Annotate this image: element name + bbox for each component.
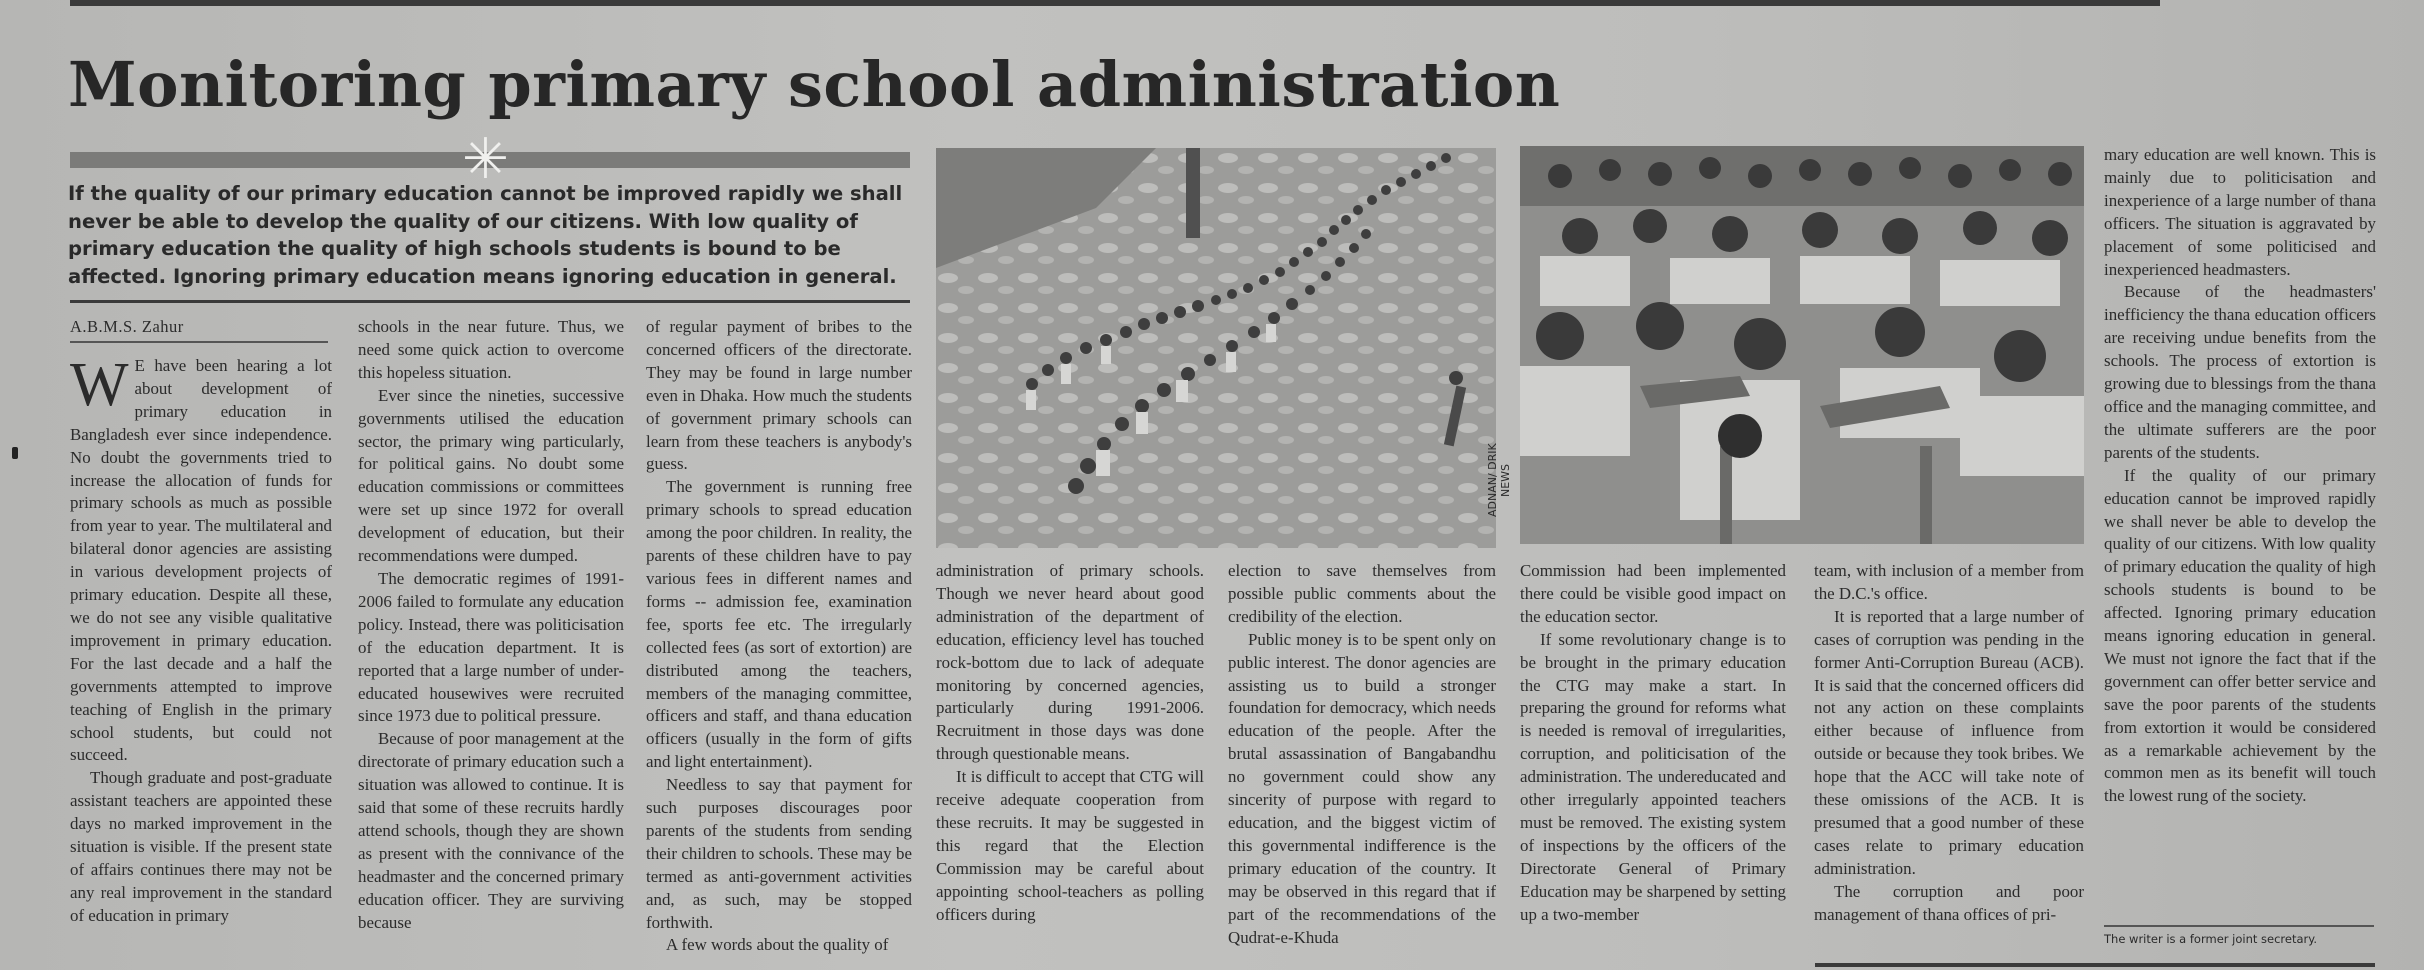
paragraph: The government is running free primary schools to spread education among the poor children. In reality, the parents of these children have to pay various fees in different names and forms -- admission fee, examination fee, sports fee etc. The irregularly collected fees (as sort of extortion) are distributed among the teachers, members of the managing committee, officers and staff, and thana education officers (usually in the form of gifts and light entertainment).: [646, 477, 912, 772]
paragraph: administration of primary schools. Though we never heard about good administration of the department of education, efficiency level has touched rock-bottom due to lack of adequate monitoring by concerned agencies, particularly during 1991-2006. Recruitment in those days was done through questionable means.: [936, 561, 1204, 764]
paragraph: schools in the near future. Thus, we need some quick action to overcome this hopeless situation.: [358, 317, 624, 382]
column-3: [646, 316, 912, 957]
headline: Monitoring primary school administration: [68, 48, 1561, 121]
top-rule: [70, 0, 2160, 6]
paragraph: Commission had been implemented there could be visible good impact on the education sector.: [1520, 561, 1786, 626]
paragraph: The corruption and poor management of thana offices of pri-: [1814, 881, 2084, 924]
column-4: [936, 560, 1204, 927]
deck-summary: If the quality of our primary education cannot be improved rapidly we shall never be able to develop the quality of our citizens. With low quality of primary education the quality of high schools students is bound to be affected. Ignoring primary education means ignoring education in general.: [68, 182, 903, 288]
byline: A.B.M.S. Zahur: [70, 317, 328, 343]
paragraph-text: E have been hearing a lot about development of primary education in Bangladesh ever since independence. No doubt the governments tried to increase the allocation of funds for primary schools as much as possible from year to year. The multilateral and bilateral donor agencies are assisting in various development projects of primary education. Despite all these, we do not see any visible qualitative improvement in primary education. For the last decade and a half the governments attempted to improve teaching of English in the primary school students, but could not succeed.: [70, 356, 332, 765]
scan-marker: [12, 447, 18, 459]
column-1: [70, 351, 332, 928]
paragraph: If some revolutionary change is to be brought in the primary education the CTG may make a start. In preparing the ground for reforms what is needed is removal of irregularities, corruption, and politicisation of the administration. The undereducated and other irregularly appointed teachers must be removed. The existing system of inspections by the officers of the Directorate General of Primary Education may be sharpened by setting up a two-member: [1520, 629, 1786, 924]
writer-note: The writer is a former joint secretary.: [2104, 932, 2318, 946]
drop-cap: W: [70, 351, 129, 419]
photo-classroom: [1520, 146, 2084, 544]
column-8: [2104, 144, 2376, 808]
paragraph: team, with inclusion of a member from the D.C.'s office.: [1814, 561, 2084, 603]
starburst-icon: ✳: [462, 129, 509, 191]
paragraph: Because of the headmasters' inefficiency the thana education officers are receiving undue benefits from the schools. The process of extortion is growing due to blessings from the thana office and the managing committee, and the ultimate sufferers are the poor parents of the students.: [2104, 282, 2376, 462]
bottom-rule: [1815, 963, 2375, 967]
writer-note-rule: [2104, 925, 2374, 927]
paragraph: of regular payment of bribes to the concerned officers of the directorate. They may be found in large number even in Dhaka. How much the students of government primary schools can learn from these teachers is anybody's guess.: [646, 317, 912, 474]
paragraph: The democratic regimes of 1991-2006 failed to formulate any education policy. Instead, there was politicisation of the education department. It is reported that a large number of under-educated housewives were recruited since 1973 due to political pressure.: [358, 568, 624, 726]
paragraph: Because of poor management at the directorate of primary education such a situation was allowed to continue. It is said that some of these recruits hardly attend schools, though they are shown as present with the connivance of the headmaster and the concerned primary education officer. They are surviving because: [358, 729, 624, 932]
column-7: [1814, 560, 2084, 927]
column-2: [358, 316, 624, 934]
paragraph: It is reported that a large number of cases of corruption was pending in the former Anti-Corruption Bureau (ACB). It is said that the concerned officers did not any action on these complaints either because of influence from outside or because they took bribes. We hope that the ACC will take note of these omissions of the ACB. It is presumed that a good number of these cases relate to primary education administration.: [1814, 606, 2084, 878]
paragraph: mary education are well known. This is mainly due to politicisation and inexperience of a large number of thana officers. The situation is aggravated by placement of some politicised and inexperienced headmasters.: [2104, 145, 2376, 279]
photo-credit: ADNAN/ DRIK NEWS: [1486, 443, 1512, 517]
photo-students-queue: [936, 148, 1496, 548]
paragraph: Needless to say that payment for such purposes discourages poor parents of the students from sending their children to schools. These may be termed as anti-government activities and, as such, may be stopped forthwith.: [646, 775, 912, 932]
paragraph: Though graduate and post-graduate assistant teachers are appointed these days no marked improvement in the situation is visible. If the present state of affairs continues there may not be any real improvement in the standard of education in primary: [70, 768, 332, 925]
paragraph: Ever since the nineties, successive governments utilised the education sector, the primary wing particularly, for political gains. No doubt some education commissions or committees were set up since 1972 for overall development of education, but their recommendations were dumped.: [358, 385, 624, 566]
column-6: [1520, 560, 1786, 927]
paragraph: If the quality of our primary education cannot be improved rapidly we shall never be able to develop the quality of our citizens. With low quality of primary education the quality of high schools students is bound to be affected. Ignoring primary education means ignoring education in general. We must not ignore the fact that if the government can offer better service and save the poor parents of the students from extortion it would be considered as a remarkable achievement by the common men as its benefit will touch the lowest rung of the society.: [2104, 465, 2376, 806]
paragraph: election to save themselves from possible public comments about the credibility of the election.: [1228, 561, 1496, 626]
deck-rule: [70, 300, 910, 303]
paragraph: A few words about the quality of: [666, 935, 889, 955]
paragraph: [70, 351, 332, 767]
paragraph: It is difficult to accept that CTG will receive adequate cooperation from these recruits. It may be suggested in this regard that the Election Commission may be careful about appointing school-teachers as polling officers during: [936, 767, 1204, 924]
column-5: [1228, 560, 1496, 949]
paragraph: Public money is to be spent only on public interest. The donor agencies are assisting us to build a stronger foundation for democracy, which needs education of the people. After the brutal assassination of Bangabandhu no government could show any sincerity of purpose with regard to education, and the biggest victim of this governmental indifference is the primary education of the country. It may be observed in this regard that if part of the recommendations of the Qudrat-e-Khuda: [1228, 629, 1496, 947]
